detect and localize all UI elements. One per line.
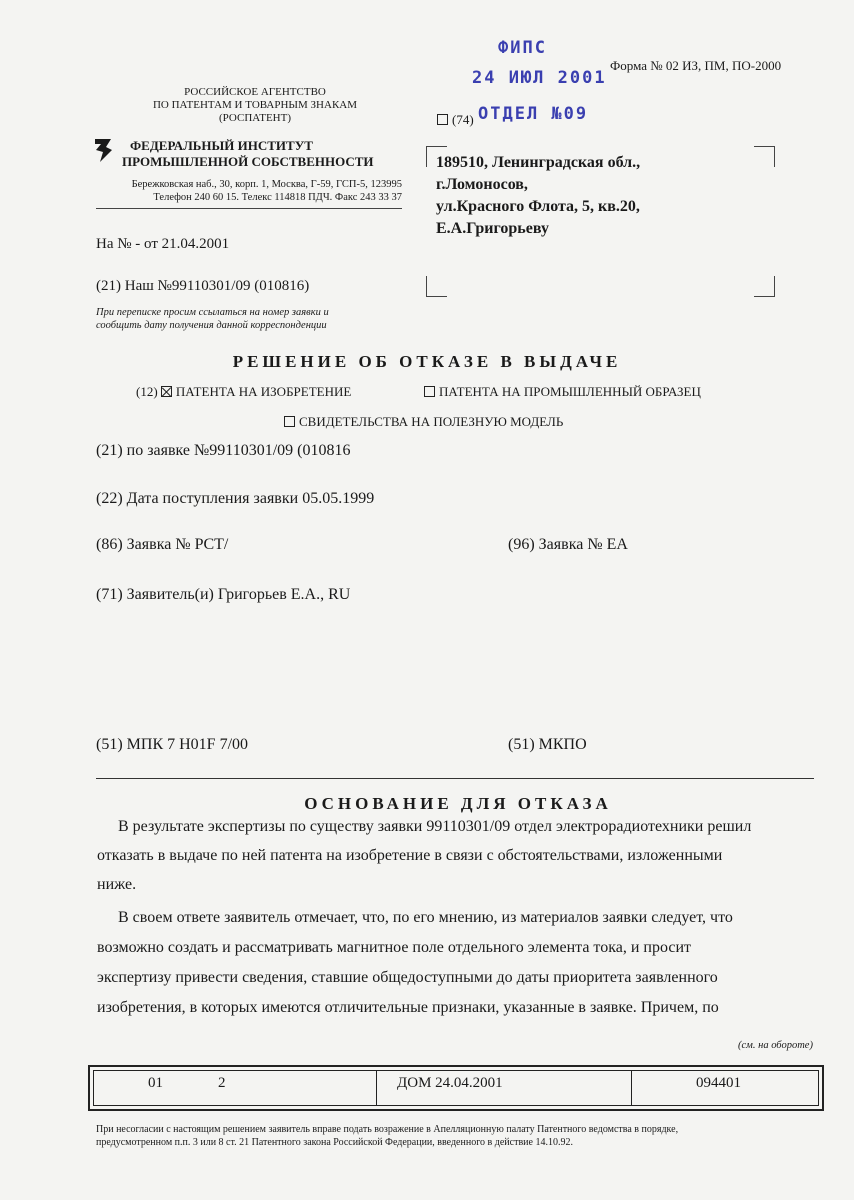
stamp-fips: ФИПС (498, 38, 547, 58)
body-p1-line-2: отказать в выдаче по ней патента на изобретение в связи с обстоятельствами, изложенными (97, 847, 723, 864)
field-application: (21) по заявке №99110301/09 (010816 (96, 442, 351, 459)
address-line-1: Бережковская наб., 30, корп. 1, Москва, Г-59, ГСП-5, 123995 (131, 179, 402, 190)
recipient-line-4: Е.А.Григорьеву (436, 220, 549, 237)
form-number: Форма № 02 ИЗ, ПМ, ПО-2000 (610, 58, 782, 73)
address-corner-bl (426, 276, 447, 297)
table-cell-4: 094401 (696, 1075, 741, 1091)
footnote-line-1: При несогласии с настоящим решением заявитель вправе подать возражение в Апелляционную палату Патентного ведомства в порядке, (96, 1124, 679, 1135)
recipient-address (436, 152, 640, 240)
decision-title: РЕШЕНИЕ ОБ ОТКАЗЕ В ВЫДАЧЕ (232, 352, 622, 371)
agency-line-1: РОССИЙСКОЕ АГЕНТСТВО (184, 86, 326, 98)
industrial-design-checkbox (424, 386, 435, 397)
header-divider (96, 208, 402, 209)
recipient-line-2: г.Ломоносов, (436, 176, 528, 193)
address-line-2: Телефон 240 60 15. Телекс 114818 ПДЧ. Факс 243 33 37 (153, 192, 402, 203)
stamp-department: ОТДЕЛ №09 (478, 104, 589, 124)
correspondence-note (96, 306, 329, 332)
invention-label: ПАТЕНТА НА ИЗОБРЕТЕНИЕ (175, 384, 352, 399)
invention-checkbox (161, 386, 172, 397)
body-p1-line-1: В результате экспертизы по существу заявки 99110301/09 отдел электрорадиотехники решил (118, 818, 752, 835)
registration-table (88, 1065, 824, 1111)
stamp-date: 24 ИЮЛ 2001 (472, 68, 607, 88)
field-pct: (86) Заявка № PCT/ (96, 536, 229, 553)
table-separator-2 (631, 1071, 632, 1105)
body-p2-line-1: В своем ответе заявитель отмечает, что, по его мнению, из материалов заявки следует, что (118, 909, 733, 926)
utility-model-checkbox (284, 416, 295, 427)
section-divider (96, 778, 814, 779)
recipient-checkbox (437, 112, 474, 128)
institute-address (96, 178, 402, 204)
kind-invention (136, 384, 351, 400)
body-p2-line-2: возможно создать и рассматривать магнитное поле отдельного элемента тока, и просит (97, 939, 692, 956)
recipient-line-3: ул.Красного Флота, 5, кв.20, (436, 198, 640, 215)
table-cell-2: 2 (218, 1075, 226, 1091)
table-separator-1 (376, 1071, 377, 1105)
footnote (96, 1123, 678, 1149)
field-applicant: (71) Заявитель(и) Григорьев Е.А., RU (96, 586, 351, 603)
grounds-title: ОСНОВАНИЕ ДЛЯ ОТКАЗА (304, 794, 612, 813)
agency-line-3: (РОСПАТЕНТ) (218, 112, 291, 124)
note-line-1: При переписке просим ссылаться на номер заявки и (96, 307, 329, 318)
institute-logo-icon (92, 136, 114, 169)
institute-name (122, 138, 374, 170)
field-ea: (96) Заявка № ЕА (508, 536, 628, 553)
address-corner-br (754, 276, 775, 297)
field-mkpo: (51) МКПО (508, 736, 587, 753)
body-p2-line-3: экспертизу привести сведения, ставшие общедоступными до даты приоритета заявленного (97, 969, 718, 986)
table-cell-3: ДОМ 24.04.2001 (397, 1075, 503, 1091)
body-p1-line-3: ниже. (97, 876, 137, 893)
utility-model-label: СВИДЕТЕЛЬСТВА НА ПОЛЕЗНУЮ МОДЕЛЬ (299, 414, 564, 429)
registration-table-inner (93, 1070, 819, 1106)
agency-name (140, 86, 370, 125)
agency-line-2: ПО ПАТЕНТАМ И ТОВАРНЫМ ЗНАКАМ (152, 99, 358, 111)
recipient-checkbox-box (437, 114, 448, 125)
recipient-line-1: 189510, Ленинградская обл., (436, 154, 641, 171)
field-ipc: (51) МПК 7 H01F 7/00 (96, 736, 249, 753)
kind-utility-model (284, 414, 563, 430)
field-filing-date: (22) Дата поступления заявки 05.05.1999 (96, 490, 375, 507)
kind-industrial-design (424, 384, 701, 400)
body-p2-line-4: изобретения, в которых имеются отличительные признаки, указанные в заявке. Причем, по (97, 999, 719, 1016)
ref-from: На № - от 21.04.2001 (96, 236, 230, 252)
institute-line-1: ФЕДЕРАЛЬНЫЙ ИНСТИТУТ (130, 138, 313, 153)
footnote-line-2: предусмотренном п.п. 3 или 8 ст. 21 Патентного закона Российской Федерации, введенного в действие 14.10.92. (96, 1137, 573, 1148)
industrial-design-label: ПАТЕНТА НА ПРОМЫШЛЕННЫЙ ОБРАЗЕЦ (439, 384, 701, 399)
recipient-code: (74) (452, 112, 474, 127)
kind-code: (12) (136, 384, 158, 399)
see-over-note: (см. на обороте) (738, 1040, 813, 1051)
address-corner-tr (754, 146, 775, 167)
institute-line-2: ПРОМЫШЛЕННОЙ СОБСТВЕННОСТИ (122, 154, 374, 169)
our-ref: (21) Наш №99110301/09 (010816) (96, 278, 310, 294)
table-cell-1: 01 (148, 1075, 163, 1091)
note-line-2: сообщить дату получения данной корреспонденции (96, 320, 327, 331)
